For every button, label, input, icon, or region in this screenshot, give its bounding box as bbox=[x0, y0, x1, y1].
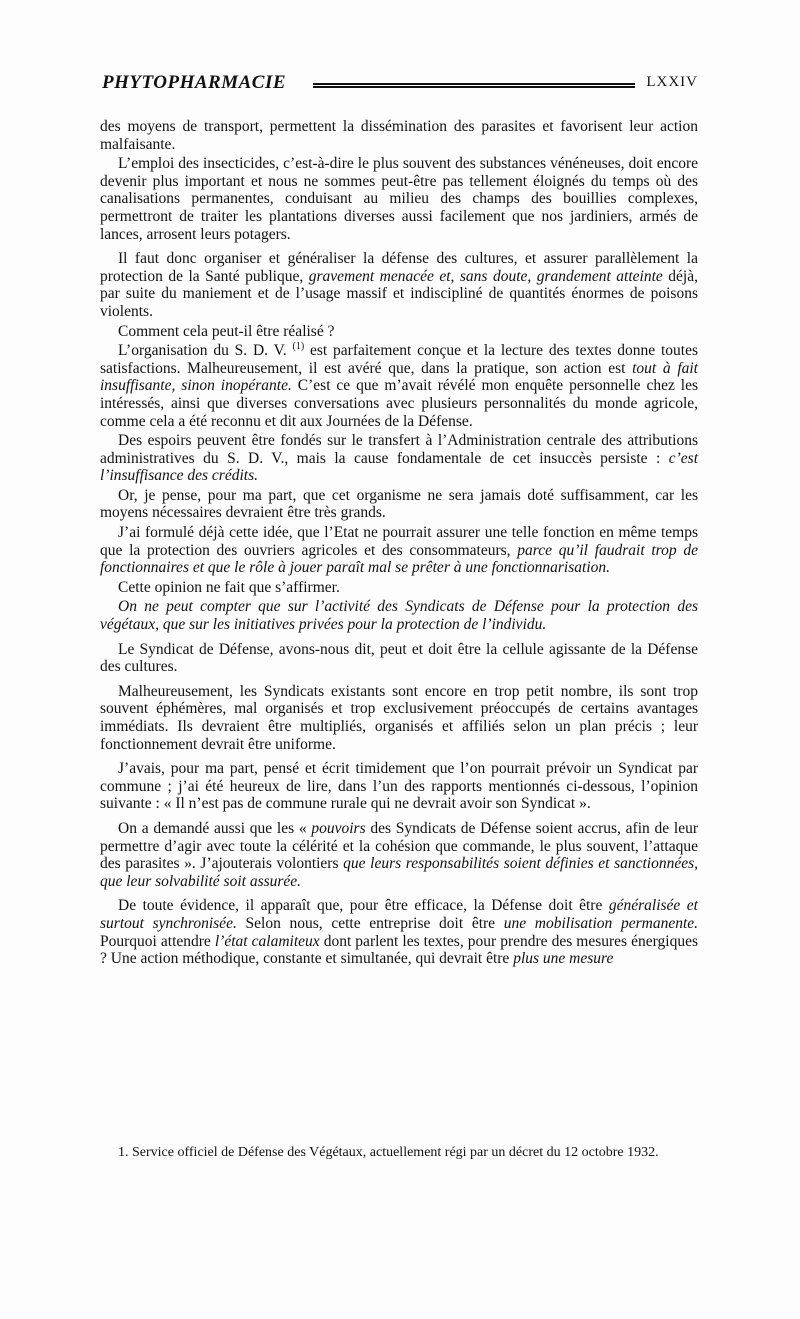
running-header bbox=[100, 72, 700, 102]
paragraph: Le Syndicat de Défense, avons-nous dit, peut et doit être la cellule agissante de la Défense des cultures. bbox=[100, 640, 698, 676]
paragraph: Or, je pense, pour ma part, que cet organisme ne sera jamais doté suffisamment, car les moyens nécessaires devraient être très grands. bbox=[100, 486, 698, 522]
body-text bbox=[100, 118, 698, 970]
italic-emphasis: pouvoirs bbox=[311, 819, 366, 837]
italic-emphasis: une mobilisation permanente. bbox=[503, 914, 699, 932]
paragraph: J’ai formulé déjà cette idée, que l’Etat ne pourrait assurer une telle fonction en même temps que la protection des ouvriers agricoles et des consommateurs, parce qu’il faudrait trop de fonctionnaires et que le rôle à jouer paraît mal se prêter à une fonctionnarisation. bbox=[100, 524, 698, 577]
paragraph: Cette opinion ne fait que s’affirmer. bbox=[118, 578, 340, 596]
paragraph: J’avais, pour ma part, pensé et écrit timidement que l’on pourrait prévoir un Syndicat par commune ; j’ai été heureux de lire, dans l’un des rapports mentionnés ci-dessous, l’opinion suivante : « Il n’est pas de commune rurale qui ne devrait avoir son Syndicat ». bbox=[100, 760, 698, 813]
italic-emphasis: plus une mesure bbox=[513, 950, 614, 968]
italic-emphasis: parce qu’il faudrait trop de fonctionnaires et que le rôle à jouer paraît mal se prêter à une fonctionnarisation. bbox=[100, 541, 698, 577]
italic-emphasis: que leurs responsabilités soient définies et sanctionnées, que leur solvabilité soit assurée. bbox=[100, 855, 699, 890]
paragraph: L’emploi des insecticides, c’est-à-dire le plus souvent des substances vénéneuses, doit encore devenir plus important et nous ne sommes peut-être pas tellement éloignés du temps où des canalisations permanentes, conduisant au milieu des champs des bouillies complexes, permettront de traiter les plantations diverses aussi facilement que nos jardiniers, armés de lances, arrosent leurs potagers. bbox=[100, 155, 698, 243]
italic-emphasis: l’état calamiteux bbox=[214, 932, 320, 950]
paragraph: On a demandé aussi que les « pouvoirs des Syndicats de Défense soient accrus, afin de leur permettre d’agir avec toute la célérité et la cohésion que commande, le plus souvent, l’attaque des parasites ». J’ajouterais volontiers que leurs responsabilités soient définies et sanctionnées, que leur solvabilité soit assurée. bbox=[100, 819, 699, 890]
italic-emphasis: gravement menacée et, sans doute, grandement atteinte bbox=[308, 267, 663, 285]
paragraph: Des espoirs peuvent être fondés sur le transfert à l’Administration centrale des attributions administratives du S. D. V., mais la cause fondamentale de cet insuccès persiste : c’est l’insuffisance des crédits. bbox=[100, 432, 699, 485]
italic-emphasis: On ne peut compter que sur l’activité des Syndicats de Défense pour la protection des végétaux, que sur les initiatives privées pour la protection de l’individu. bbox=[100, 598, 698, 634]
italic-emphasis: tout à fait insuffisante, sinon inopérante. bbox=[100, 359, 698, 395]
paragraph: Il faut donc organiser et généraliser la défense des cultures, et assurer parallèlement la protection de la Santé publique, gravement menacée et, sans doute, grandement atteinte déjà, par suite du maniement et de l’usage massif et indiscipliné de quantités énormes de poisons violents. bbox=[100, 250, 698, 320]
page-number: LXXIV bbox=[646, 74, 698, 90]
paragraph bbox=[100, 598, 698, 633]
footnote-marker: (1) bbox=[292, 340, 305, 352]
paragraph: L’organisation du S. D. V. $^{(1)}$ est parfaitement conçue et la lecture des textes donne toutes satisfactions. Malheureusement, il est avéré que, dans la pratique, son action est tout à fait insuffisante, sinon inopérante. C’est ce que m’avait révélé mon enquête personnelle chez les intéressés, ainsi que diverses conversations avec plusieurs personnalités du monde agricole, comme cela a été reconnu et dit aux Journées de la Défense. bbox=[100, 340, 699, 430]
italic-emphasis: généralisée et surtout synchronisée. bbox=[100, 897, 698, 932]
running-title: PHYTOPHARMACIE bbox=[102, 72, 287, 93]
paragraph: De toute évidence, il apparaît que, pour être efficace, la Défense doit être généralisée et surtout synchronisée. Selon nous, cette entreprise doit être une mobilisation permanente. Pourquoi attendre l’état calamiteux dont parlent les textes, pour prendre des mesures énergiques ? Une action méthodique, constante et simultanée, qui devrait être plus une mesure bbox=[100, 897, 699, 968]
footnote bbox=[100, 1144, 698, 1161]
footnote-text: 1. Service officiel de Défense des Végétaux, actuellement régi par un décret du 12 octobre 1932. bbox=[118, 1145, 659, 1160]
paragraph: des moyens de transport, permettent la dissémination des parasites et favorisent leur action malfaisante. bbox=[100, 118, 698, 153]
header-double-rule bbox=[313, 83, 635, 88]
paragraph: Malheureusement, les Syndicats existants sont encore en trop petit nombre, ils sont trop souvent éphémères, mal organisés et trop exclusivement préoccupés de certains avantages immédiats. Ils devraient être multipliés, organisés et affiliés selon un plan précis ; leur fonctionnement devrait être uniforme. bbox=[100, 682, 698, 753]
italic-emphasis: c’est l’insuffisance des crédits. bbox=[100, 449, 699, 485]
paragraph: Comment cela peut-il être réalisé ? bbox=[118, 322, 335, 340]
